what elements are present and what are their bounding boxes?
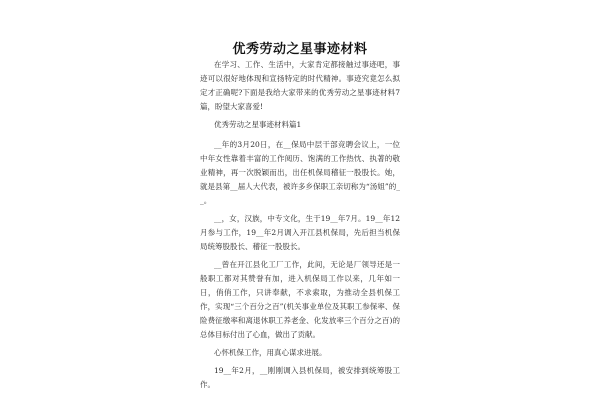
document-body <box>200 58 400 396</box>
body-paragraph: __曾在开江县化工厂工作，此间，无论是厂领导还是一般职工都对其赞誉有加，进入机保局工作以来，几年如一日，俏俏工作，只讲奉献，不求索取，为推动全县机保工作，实现“三个百分之百”(机关事业单位及其职工参保率、保险费征缴率和离退休职工养老金、化发放率三个百分之百)的总体目标付出了心血，做出了贡献。 <box>200 260 400 339</box>
body-paragraph: 19__年2月，__刚刚调入县机保局，被安排到统筹股工作。 <box>200 366 400 389</box>
intro-paragraph: 在学习、工作、生活中，大家肯定都接触过事迹吧，事迹可以很好地体现和宣扬特定的时代精神。事迹究竟怎么拟定才正确呢?下面是我给大家带来的优秀劳动之星事迹材料7篇，盼望大家喜爱! <box>200 60 400 111</box>
body-paragraph: __，女，汉族，中专文化，生于19__年7月。19__年12月参与工作，19__年2月调入开江县机保局，先后担当机保局统筹股股长、稽征一股股长。 <box>200 214 400 251</box>
body-paragraph: __年的3月20日，在__保局中层干部竞聘会议上，一位中年女性靠着丰富的工作阅历、饱满的工作热忱、执著的敬业精神，再一次脱颖而出，出任机保局稽征一股股长。她，就是县第__届人大代表，被许多乡保职工亲切称为“汤姐”的__。 <box>200 140 400 205</box>
document-title: 优秀劳动之星事迹材料 <box>232 42 368 57</box>
section-heading: 优秀劳动之星事迹材料篇1 <box>214 120 302 129</box>
body-paragraph: 心怀机保工作，用真心谋求进展。 <box>214 348 327 357</box>
